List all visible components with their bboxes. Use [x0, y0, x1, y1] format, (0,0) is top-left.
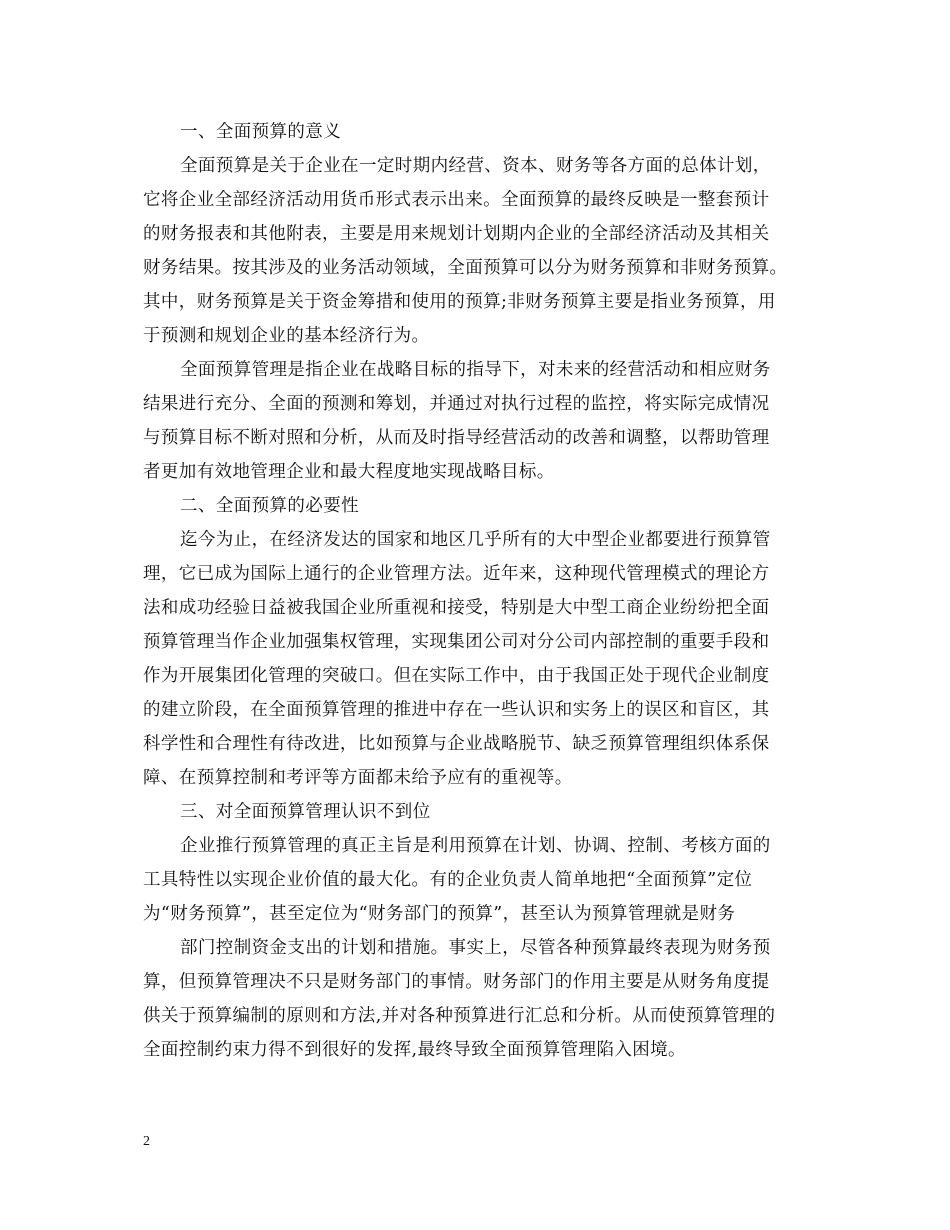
- paragraph-line: 者更加有效地管理企业和最大程度地实现战略目标。: [143, 462, 555, 482]
- heading-2: 二、全面预算的必要性: [180, 496, 359, 516]
- paragraph-line: 供关于预算编制的原则和方法,并对各种预算进行汇总和分析。从而使预算管理的: [143, 1006, 776, 1026]
- paragraph-line: 理，它已成为国际上通行的企业管理方法。近年来，这种现代管理模式的理论方: [143, 564, 770, 584]
- paragraph-line: 科学性和合理性有待改进，比如预算与企业战略脱节、缺乏预算管理组织体系保: [143, 734, 770, 754]
- paragraph-line: 作为开展集团化管理的突破口。但在实际工作中，由于我国正处于现代企业制度: [143, 666, 770, 686]
- paragraph-line: 与预算目标不断对照和分析，从而及时指导经营活动的改善和调整，以帮助管理: [143, 428, 770, 448]
- paragraph-line: 预算管理当作企业加强集权管理，实现集团公司对分公司内部控制的重要手段和: [143, 632, 770, 652]
- paragraph-line: 工具特性以实现企业价值的最大化。有的企业负责人简单地把“全面预算”定位: [143, 870, 753, 890]
- paragraph-line: 结果进行充分、全面的预测和筹划，并通过对执行过程的监控，将实际完成情况: [143, 394, 770, 414]
- paragraph-line: 障、在预算控制和考评等方面都未给予应有的重视等。: [143, 768, 573, 788]
- page-number: 2: [143, 1134, 150, 1149]
- heading-1: 一、全面预算的意义: [180, 122, 342, 142]
- paragraph-line: 部门控制资金支出的计划和措施。事实上，尽管各种预算最终表现为财务预: [180, 938, 771, 958]
- paragraph-line: 全面控制约束力得不到很好的发挥,最终导致全面预算管理陷入困境。: [143, 1040, 686, 1060]
- paragraph-line: 的建立阶段，在全面预算管理的推进中存在一些认识和实务上的误区和盲区，其: [143, 700, 770, 720]
- paragraph-line: 的财务报表和其他附表，主要是用来规划计划期内企业的全部经济活动及其相关: [143, 224, 770, 244]
- paragraph-line: 它将企业全部经济活动用货币形式表示出来。全面预算的最终反映是一整套预计: [143, 190, 770, 210]
- paragraph-line: 财务结果。按其涉及的业务活动领域，全面预算可以分为财务预算和非财务预算。: [143, 258, 788, 278]
- paragraph-line: 于预测和规划企业的基本经济行为。: [143, 326, 430, 346]
- paragraph-line: 全面预算是关于企业在一定时期内经营、资本、财务等各方面的总体计划，: [180, 156, 771, 176]
- paragraph-line: 为“财务预算”，甚至定位为“财务部门的预算”，甚至认为预算管理就是财务: [143, 904, 736, 924]
- paragraph-line: 全面预算管理是指企业在战略目标的指导下，对未来的经营活动和相应财务: [180, 360, 771, 380]
- paragraph-line: 算，但预算管理决不只是财务部门的事情。财务部门的作用主要是从财务角度提: [143, 972, 770, 992]
- paragraph-line: 迄今为止，在经济发达的国家和地区几乎所有的大中型企业都要进行预算管: [180, 530, 771, 550]
- paragraph-line: 企业推行预算管理的真正主旨是利用预算在计划、协调、控制、考核方面的: [180, 836, 771, 856]
- paragraph-line: 法和成功经验日益被我国企业所重视和接受，特别是大中型工商企业纷纷把全面: [143, 598, 770, 618]
- paragraph-line: 其中，财务预算是关于资金筹措和使用的预算;非财务预算主要是指业务预算，用: [143, 292, 776, 312]
- heading-3: 三、对全面预算管理认识不到位: [180, 802, 431, 822]
